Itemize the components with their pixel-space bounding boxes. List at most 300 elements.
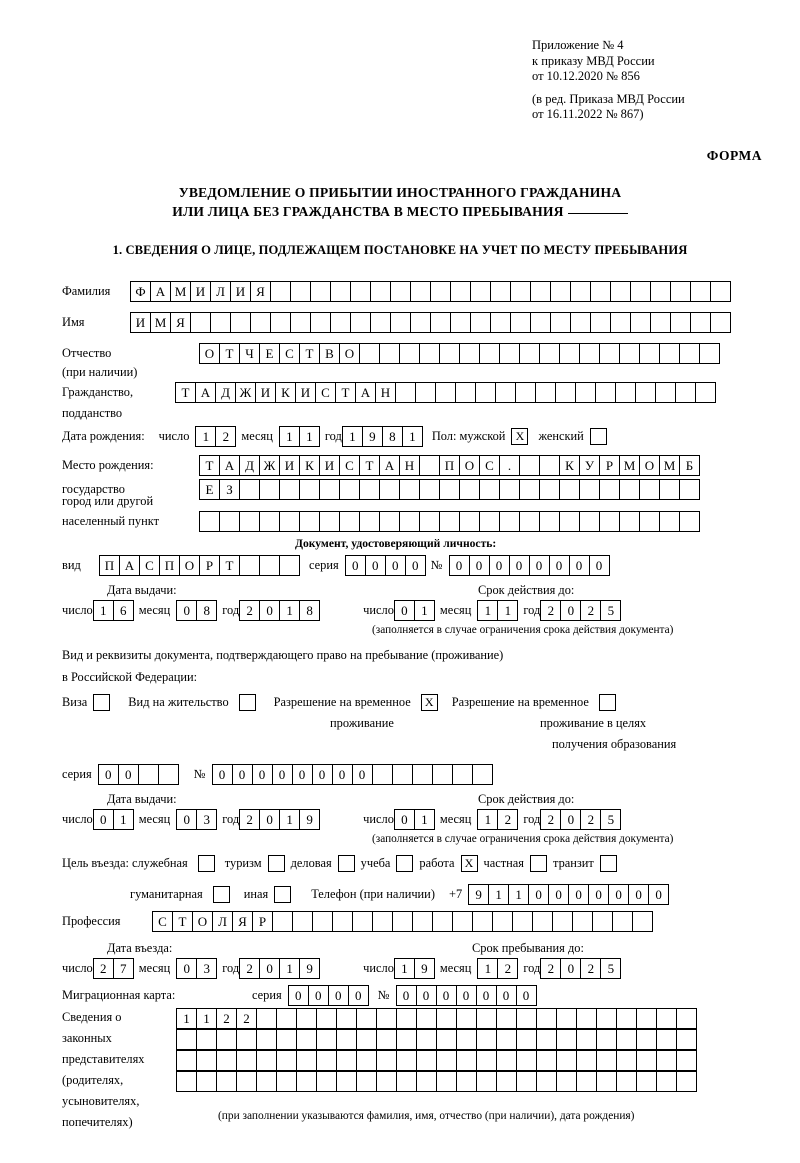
doc-issue-day-boxes[interactable] xyxy=(93,600,133,621)
cell[interactable] xyxy=(459,511,480,532)
cell[interactable] xyxy=(299,479,320,500)
cell[interactable] xyxy=(339,479,360,500)
cell[interactable]: 0 xyxy=(312,764,333,785)
cell[interactable]: 0 xyxy=(589,555,610,576)
cell[interactable] xyxy=(455,382,476,403)
cell[interactable] xyxy=(399,343,420,364)
cell[interactable]: А xyxy=(119,555,140,576)
cell[interactable]: 1 xyxy=(394,958,415,979)
checkbox-purpose-other[interactable] xyxy=(274,886,291,903)
cell[interactable] xyxy=(276,1050,297,1071)
cell[interactable]: 0 xyxy=(569,555,590,576)
birth-day-boxes[interactable] xyxy=(195,426,235,447)
cell[interactable] xyxy=(675,382,696,403)
cell[interactable]: 0 xyxy=(396,985,417,1006)
cell[interactable]: 7 xyxy=(113,958,134,979)
cell[interactable]: 0 xyxy=(648,884,669,905)
cell[interactable] xyxy=(579,343,600,364)
cell[interactable] xyxy=(436,1071,457,1092)
cell[interactable] xyxy=(436,1050,457,1071)
cell[interactable] xyxy=(439,479,460,500)
cell[interactable] xyxy=(596,1029,617,1050)
cell[interactable] xyxy=(610,281,631,302)
cell[interactable] xyxy=(590,281,611,302)
cell[interactable]: 0 xyxy=(259,600,280,621)
cell[interactable]: П xyxy=(439,455,460,476)
cell[interactable] xyxy=(376,1050,397,1071)
cell[interactable]: А xyxy=(219,455,240,476)
cell[interactable]: Т xyxy=(219,343,240,364)
cell[interactable]: 0 xyxy=(549,555,570,576)
cell[interactable]: П xyxy=(159,555,180,576)
cell[interactable] xyxy=(636,1029,657,1050)
cell[interactable]: И xyxy=(130,312,151,333)
doc-kind-boxes[interactable] xyxy=(99,555,299,576)
cell[interactable] xyxy=(299,511,320,532)
cell[interactable]: И xyxy=(255,382,276,403)
cell[interactable] xyxy=(376,1008,397,1029)
cell[interactable] xyxy=(450,312,471,333)
cell[interactable]: 2 xyxy=(239,809,260,830)
cell[interactable]: 0 xyxy=(449,555,470,576)
cell[interactable] xyxy=(459,343,480,364)
cell[interactable]: И xyxy=(279,455,300,476)
cell[interactable] xyxy=(512,911,533,932)
cell[interactable]: 0 xyxy=(292,764,313,785)
checkbox-visa[interactable] xyxy=(93,694,110,711)
cell[interactable] xyxy=(659,479,680,500)
cell[interactable] xyxy=(639,511,660,532)
checkbox-purpose-transit[interactable] xyxy=(600,855,617,872)
cell[interactable] xyxy=(452,764,473,785)
cell[interactable]: И xyxy=(190,281,211,302)
cell[interactable] xyxy=(419,343,440,364)
cell[interactable] xyxy=(439,511,460,532)
cell[interactable]: С xyxy=(279,343,300,364)
cell[interactable]: Т xyxy=(299,343,320,364)
cell[interactable] xyxy=(236,1071,257,1092)
cell[interactable] xyxy=(272,911,293,932)
cell[interactable] xyxy=(259,479,280,500)
cell[interactable] xyxy=(435,382,456,403)
cell[interactable] xyxy=(556,1008,577,1029)
cell[interactable] xyxy=(632,911,653,932)
cell[interactable] xyxy=(359,343,380,364)
entry-day-boxes[interactable] xyxy=(93,958,133,979)
cell[interactable] xyxy=(356,1008,377,1029)
cell[interactable] xyxy=(476,1071,497,1092)
cell[interactable] xyxy=(370,312,391,333)
cell[interactable] xyxy=(392,764,413,785)
cell[interactable]: 0 xyxy=(93,809,114,830)
cell[interactable]: А xyxy=(195,382,216,403)
cell[interactable] xyxy=(556,1050,577,1071)
cell[interactable] xyxy=(495,382,516,403)
cell[interactable] xyxy=(536,1071,557,1092)
cell[interactable] xyxy=(219,511,240,532)
cell[interactable] xyxy=(399,511,420,532)
cell[interactable] xyxy=(659,343,680,364)
cell[interactable] xyxy=(470,281,491,302)
cell[interactable] xyxy=(452,911,473,932)
cell[interactable]: С xyxy=(152,911,173,932)
cell[interactable]: О xyxy=(459,455,480,476)
cell[interactable]: 0 xyxy=(252,764,273,785)
cell[interactable] xyxy=(636,1050,657,1071)
cell[interactable] xyxy=(479,511,500,532)
cell[interactable]: 0 xyxy=(416,985,437,1006)
cell[interactable]: 0 xyxy=(516,985,537,1006)
cell[interactable] xyxy=(279,555,300,576)
cell[interactable]: 1 xyxy=(477,958,498,979)
cell[interactable] xyxy=(256,1071,277,1092)
cell[interactable]: Р xyxy=(599,455,620,476)
cell[interactable] xyxy=(359,479,380,500)
cell[interactable] xyxy=(290,281,311,302)
cell[interactable]: И xyxy=(295,382,316,403)
cell[interactable] xyxy=(650,281,671,302)
cell[interactable] xyxy=(296,1008,317,1029)
entry-month-boxes[interactable] xyxy=(176,958,216,979)
cell[interactable]: 0 xyxy=(560,809,581,830)
cell[interactable] xyxy=(612,911,633,932)
cell[interactable] xyxy=(576,1071,597,1092)
cell[interactable] xyxy=(319,479,340,500)
cell[interactable]: 2 xyxy=(239,958,260,979)
cell[interactable] xyxy=(276,1071,297,1092)
cell[interactable] xyxy=(456,1071,477,1092)
cell[interactable]: М xyxy=(619,455,640,476)
cell[interactable]: 0 xyxy=(352,764,373,785)
cell[interactable] xyxy=(636,1008,657,1029)
cell[interactable] xyxy=(410,281,431,302)
cell[interactable] xyxy=(379,511,400,532)
doc-valid-day-boxes[interactable] xyxy=(394,600,434,621)
cell[interactable] xyxy=(519,455,540,476)
cell[interactable] xyxy=(552,911,573,932)
cell[interactable]: В xyxy=(319,343,340,364)
cell[interactable]: 2 xyxy=(540,600,561,621)
cell[interactable] xyxy=(516,1008,537,1029)
cell[interactable]: О xyxy=(192,911,213,932)
cell[interactable] xyxy=(176,1071,197,1092)
cell[interactable] xyxy=(536,1029,557,1050)
cell[interactable] xyxy=(670,281,691,302)
cell[interactable] xyxy=(499,511,520,532)
cell[interactable]: 9 xyxy=(299,809,320,830)
cell[interactable] xyxy=(536,1008,557,1029)
cell[interactable] xyxy=(539,511,560,532)
cell[interactable] xyxy=(279,479,300,500)
cell[interactable] xyxy=(679,511,700,532)
cell[interactable]: 3 xyxy=(196,809,217,830)
cell[interactable]: Т xyxy=(175,382,196,403)
stay-until-year-boxes[interactable] xyxy=(540,958,620,979)
cell[interactable]: Е xyxy=(199,479,220,500)
cell[interactable] xyxy=(516,1071,537,1092)
cell[interactable] xyxy=(236,1050,257,1071)
cell[interactable] xyxy=(510,281,531,302)
cell[interactable] xyxy=(396,1071,417,1092)
cell[interactable]: 0 xyxy=(588,884,609,905)
cell[interactable]: Ч xyxy=(239,343,260,364)
cell[interactable] xyxy=(639,343,660,364)
cell[interactable]: И xyxy=(230,281,251,302)
cell[interactable]: 0 xyxy=(176,809,197,830)
cell[interactable] xyxy=(392,911,413,932)
surname-boxes[interactable] xyxy=(130,281,730,302)
cell[interactable] xyxy=(352,911,373,932)
birth-year-boxes[interactable] xyxy=(342,426,422,447)
patronymic-boxes[interactable] xyxy=(199,343,719,364)
cell[interactable]: 1 xyxy=(93,600,114,621)
doc-number-boxes[interactable] xyxy=(449,555,609,576)
cell[interactable]: 0 xyxy=(259,809,280,830)
cell[interactable] xyxy=(412,911,433,932)
cell[interactable] xyxy=(390,312,411,333)
cell[interactable] xyxy=(490,312,511,333)
cell[interactable]: 0 xyxy=(528,884,549,905)
cell[interactable]: 1 xyxy=(279,600,300,621)
cell[interactable] xyxy=(539,343,560,364)
cell[interactable] xyxy=(412,764,433,785)
cell[interactable] xyxy=(476,1008,497,1029)
cell[interactable] xyxy=(650,312,671,333)
cell[interactable] xyxy=(599,343,620,364)
cell[interactable] xyxy=(236,1029,257,1050)
legal-rep-boxes-4[interactable] xyxy=(176,1071,696,1092)
cell[interactable] xyxy=(270,312,291,333)
cell[interactable]: П xyxy=(99,555,120,576)
cell[interactable]: Д xyxy=(239,455,260,476)
cell[interactable] xyxy=(419,511,440,532)
cell[interactable] xyxy=(432,764,453,785)
cell[interactable] xyxy=(539,479,560,500)
cell[interactable]: 6 xyxy=(113,600,134,621)
cell[interactable] xyxy=(450,281,471,302)
cell[interactable] xyxy=(690,312,711,333)
cell[interactable] xyxy=(296,1071,317,1092)
cell[interactable]: 1 xyxy=(497,600,518,621)
cell[interactable] xyxy=(679,343,700,364)
cell[interactable] xyxy=(476,1050,497,1071)
cell[interactable]: 3 xyxy=(196,958,217,979)
cell[interactable]: О xyxy=(179,555,200,576)
cell[interactable] xyxy=(472,911,493,932)
stay-number-boxes[interactable] xyxy=(212,764,492,785)
cell[interactable] xyxy=(239,479,260,500)
cell[interactable] xyxy=(519,479,540,500)
cell[interactable] xyxy=(492,911,513,932)
cell[interactable] xyxy=(572,911,593,932)
cell[interactable]: С xyxy=(315,382,336,403)
cell[interactable]: 2 xyxy=(239,600,260,621)
cell[interactable] xyxy=(559,479,580,500)
cell[interactable] xyxy=(356,1029,377,1050)
cell[interactable] xyxy=(710,312,731,333)
cell[interactable] xyxy=(316,1029,337,1050)
cell[interactable] xyxy=(579,479,600,500)
cell[interactable]: 2 xyxy=(93,958,114,979)
cell[interactable] xyxy=(535,382,556,403)
cell[interactable]: М xyxy=(150,312,171,333)
doc-valid-month-boxes[interactable] xyxy=(477,600,517,621)
cell[interactable] xyxy=(555,382,576,403)
cell[interactable]: 0 xyxy=(608,884,629,905)
cell[interactable]: 9 xyxy=(362,426,383,447)
cell[interactable]: 0 xyxy=(628,884,649,905)
cell[interactable] xyxy=(630,281,651,302)
cell[interactable] xyxy=(456,1029,477,1050)
cell[interactable]: . xyxy=(499,455,520,476)
cell[interactable] xyxy=(616,1029,637,1050)
cell[interactable]: Я xyxy=(232,911,253,932)
cell[interactable]: 0 xyxy=(560,958,581,979)
checkbox-purpose-private[interactable] xyxy=(530,855,547,872)
cell[interactable]: 0 xyxy=(118,764,139,785)
cell[interactable]: 1 xyxy=(195,426,216,447)
cell[interactable] xyxy=(239,511,260,532)
cell[interactable]: 9 xyxy=(299,958,320,979)
cell[interactable]: У xyxy=(579,455,600,476)
checkbox-purpose-work[interactable]: Х xyxy=(461,855,478,872)
cell[interactable] xyxy=(276,1029,297,1050)
cell[interactable] xyxy=(499,479,520,500)
doc-issue-year-boxes[interactable] xyxy=(239,600,319,621)
cell[interactable]: 1 xyxy=(414,809,435,830)
cell[interactable] xyxy=(350,312,371,333)
cell[interactable] xyxy=(550,281,571,302)
cell[interactable] xyxy=(630,312,651,333)
cell[interactable] xyxy=(475,382,496,403)
cell[interactable]: 0 xyxy=(332,764,353,785)
cell[interactable]: Т xyxy=(172,911,193,932)
cell[interactable] xyxy=(479,479,500,500)
cell[interactable] xyxy=(656,1071,677,1092)
cell[interactable]: 1 xyxy=(508,884,529,905)
cell[interactable] xyxy=(690,281,711,302)
cell[interactable] xyxy=(676,1071,697,1092)
cell[interactable]: 2 xyxy=(540,809,561,830)
legal-rep-boxes-1[interactable] xyxy=(176,1008,696,1029)
cell[interactable] xyxy=(476,1029,497,1050)
cell[interactable] xyxy=(699,343,720,364)
cell[interactable] xyxy=(250,312,271,333)
cell[interactable] xyxy=(279,511,300,532)
cell[interactable] xyxy=(556,1071,577,1092)
cell[interactable] xyxy=(176,1029,197,1050)
cell[interactable] xyxy=(459,479,480,500)
cell[interactable] xyxy=(616,1071,637,1092)
cell[interactable] xyxy=(456,1008,477,1029)
cell[interactable]: 0 xyxy=(509,555,530,576)
doc-valid-year-boxes[interactable] xyxy=(540,600,620,621)
cell[interactable]: 1 xyxy=(477,809,498,830)
cell[interactable]: 0 xyxy=(259,958,280,979)
cell[interactable] xyxy=(312,911,333,932)
cell[interactable] xyxy=(710,281,731,302)
cell[interactable] xyxy=(216,1029,237,1050)
cell[interactable] xyxy=(619,343,640,364)
cell[interactable] xyxy=(619,479,640,500)
checkbox-purpose-service[interactable] xyxy=(198,855,215,872)
cell[interactable]: 5 xyxy=(600,809,621,830)
cell[interactable] xyxy=(190,312,211,333)
cell[interactable]: К xyxy=(299,455,320,476)
cell[interactable] xyxy=(296,1050,317,1071)
cell[interactable]: Р xyxy=(252,911,273,932)
doc-issue-month-boxes[interactable] xyxy=(176,600,216,621)
cell[interactable]: Т xyxy=(335,382,356,403)
cell[interactable] xyxy=(659,511,680,532)
cell[interactable] xyxy=(556,1029,577,1050)
cell[interactable] xyxy=(292,911,313,932)
cell[interactable] xyxy=(499,343,520,364)
cell[interactable] xyxy=(596,1008,617,1029)
cell[interactable]: 9 xyxy=(414,958,435,979)
cell[interactable] xyxy=(539,455,560,476)
cell[interactable]: 1 xyxy=(113,809,134,830)
cell[interactable] xyxy=(596,1071,617,1092)
cell[interactable] xyxy=(515,382,536,403)
cell[interactable]: С xyxy=(139,555,160,576)
cell[interactable] xyxy=(379,343,400,364)
cell[interactable] xyxy=(416,1050,437,1071)
cell[interactable] xyxy=(530,312,551,333)
cell[interactable] xyxy=(436,1029,457,1050)
cell[interactable]: 2 xyxy=(497,809,518,830)
cell[interactable] xyxy=(310,312,331,333)
cell[interactable] xyxy=(456,1050,477,1071)
cell[interactable]: О xyxy=(639,455,660,476)
cell[interactable]: Б xyxy=(679,455,700,476)
legal-rep-boxes-2[interactable] xyxy=(176,1029,696,1050)
checkbox-purpose-business[interactable] xyxy=(338,855,355,872)
cell[interactable] xyxy=(332,911,353,932)
cell[interactable]: 0 xyxy=(529,555,550,576)
cell[interactable] xyxy=(256,1050,277,1071)
cell[interactable] xyxy=(239,555,260,576)
stay-issue-year-boxes[interactable] xyxy=(239,809,319,830)
cell[interactable] xyxy=(416,1029,437,1050)
cell[interactable] xyxy=(676,1029,697,1050)
cell[interactable]: 0 xyxy=(394,809,415,830)
checkbox-temp-residence[interactable]: Х xyxy=(421,694,438,711)
cell[interactable]: Л xyxy=(210,281,231,302)
cell[interactable] xyxy=(575,382,596,403)
cell[interactable]: 0 xyxy=(496,985,517,1006)
cell[interactable]: С xyxy=(339,455,360,476)
profession-boxes[interactable] xyxy=(152,911,652,932)
cell[interactable] xyxy=(472,764,493,785)
cell[interactable] xyxy=(196,1029,217,1050)
cell[interactable] xyxy=(276,1008,297,1029)
stay-valid-year-boxes[interactable] xyxy=(540,809,620,830)
cell[interactable]: Н xyxy=(399,455,420,476)
cell[interactable] xyxy=(576,1008,597,1029)
cell[interactable]: Ж xyxy=(235,382,256,403)
cell[interactable] xyxy=(596,1050,617,1071)
cell[interactable] xyxy=(415,382,436,403)
cell[interactable]: 0 xyxy=(98,764,119,785)
cell[interactable]: 0 xyxy=(489,555,510,576)
cell[interactable] xyxy=(679,479,700,500)
cell[interactable] xyxy=(570,312,591,333)
stay-valid-month-boxes[interactable] xyxy=(477,809,517,830)
cell[interactable] xyxy=(599,479,620,500)
cell[interactable] xyxy=(579,511,600,532)
cell[interactable]: 0 xyxy=(345,555,366,576)
